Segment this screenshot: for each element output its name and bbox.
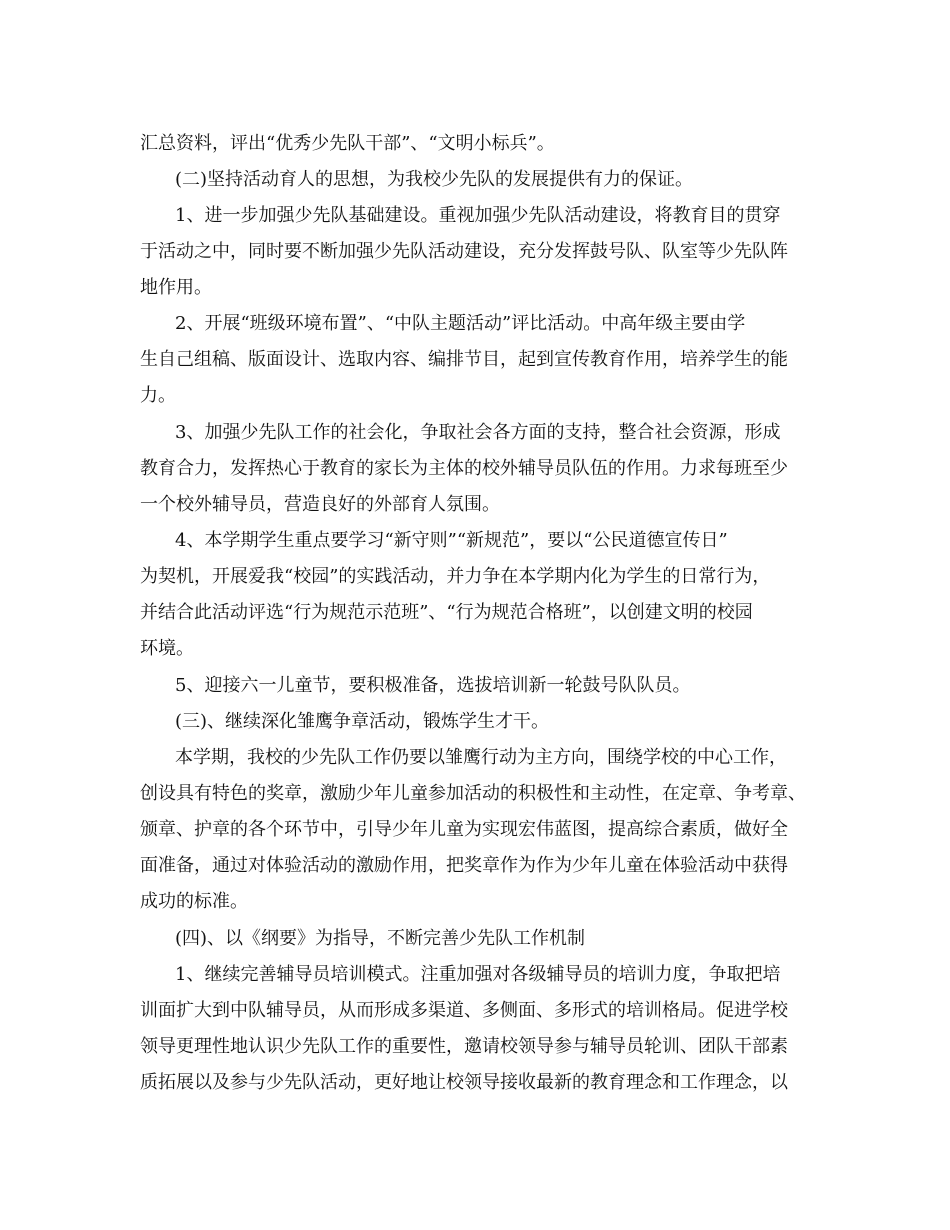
paragraph-line: 环境。 (140, 638, 194, 659)
paragraph-line: 领导更理性地认识少先队工作的重要性，邀请校领导参与辅导员轮训、团队干部素 (140, 1036, 788, 1057)
text-line: 汇总资料，评出“优秀少先队干部”、“文明小标兵”。 (140, 133, 555, 154)
paragraph-line: 1、继续完善辅导员培训模式。注重加强对各级辅导员的培训力度，争取把培 (175, 964, 781, 985)
paragraph-line: 质拓展以及参与少先队活动，更好地让校领导接收最新的教育理念和工作理念，以 (140, 1072, 788, 1093)
paragraph-line: 训面扩大到中队辅导员，从而形成多渠道、多侧面、多形式的培训格局。促进学校 (140, 1000, 788, 1021)
section-heading: (二)坚持活动育人的思想，为我校少先队的发展提供有力的保证。 (175, 169, 694, 190)
paragraph-line: 教育合力，发挥热心于教育的家长为主体的校外辅导员队伍的作用。力求每班至少 (140, 458, 788, 479)
section-heading: (三)、继续深化雏鹰争章活动，锻炼学生才干。 (175, 711, 550, 732)
paragraph-line: 本学期，我校的少先队工作仍要以雏鹰行动为主方向，围绕学校的中心工作， (175, 747, 787, 768)
paragraph-line: 4、本学期学生重点要学习“新守则”“新规范”，要以“公民道德宣传日” (175, 530, 728, 551)
paragraph-line: 成功的标准。 (140, 891, 248, 912)
paragraph-line: 创设具有特色的奖章，激励少年儿童参加活动的积极性和主动性，在定章、争考章、 (140, 783, 806, 804)
section-heading: (四)、以《纲要》为指导，不断完善少先队工作机制 (175, 928, 586, 949)
paragraph-line: 生自己组稿、版面设计、选取内容、编排节目，起到宣传教育作用，培养学生的能 (140, 349, 788, 370)
paragraph-line: 1、进一步加强少先队基础建设。重视加强少先队活动建设，将教育目的贯穿 (175, 205, 781, 226)
paragraph-line: 于活动之中，同时要不断加强少先队活动建设，充分发挥鼓号队、队室等少先队阵 (140, 241, 788, 262)
paragraph-line: 力。 (140, 385, 176, 406)
paragraph-line: 面准备，通过对体验活动的激励作用，把奖章作为作为少年儿童在体验活动中获得 (140, 855, 788, 876)
paragraph-line: 为契机，开展爱我“校园”的实践活动，并力争在本学期内化为学生的日常行为， (140, 566, 771, 587)
paragraph-line: 一个校外辅导员，营造良好的外部育人氛围。 (140, 494, 500, 515)
paragraph-line: 地作用。 (140, 277, 212, 298)
paragraph-line: 并结合此活动评选“行为规范示范班”、“行为规范合格班”，以创建文明的校园 (140, 602, 753, 623)
paragraph-line: 5、迎接六一儿童节，要积极准备，选拔培训新一轮鼓号队队员。 (175, 675, 691, 696)
paragraph-line: 颁章、护章的各个环节中，引导少年儿童为实现宏伟蓝图，提高综合素质，做好全 (140, 819, 788, 840)
paragraph-line: 2、开展“班级环境布置”、“中队主题活动”评比活动。中高年级主要由学 (175, 313, 746, 334)
paragraph-line: 3、加强少先队工作的社会化，争取社会各方面的支持，整合社会资源，形成 (175, 422, 781, 443)
